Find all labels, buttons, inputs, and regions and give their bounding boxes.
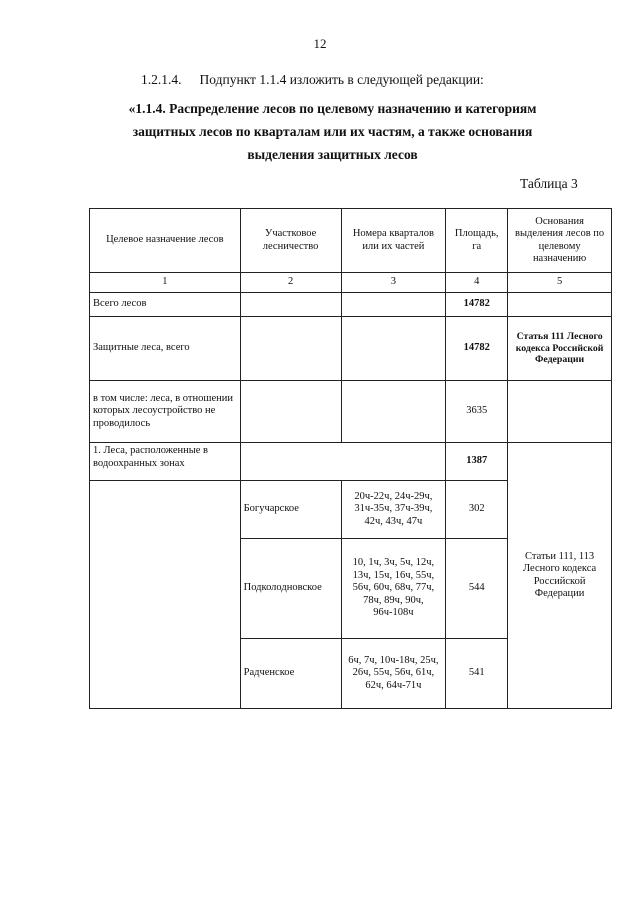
cell-purpose: Защитные леса, всего xyxy=(90,317,241,381)
table-caption: Таблица 3 xyxy=(520,176,578,191)
heading-line-2: защитных лесов по кварталам или их частям, а также основания xyxy=(132,124,533,139)
cell-empty xyxy=(508,381,612,443)
cell-area: 541 xyxy=(446,639,508,709)
cell-empty xyxy=(240,293,341,317)
cell-empty xyxy=(240,443,446,481)
cell-forestry-name: Подколодновское xyxy=(240,539,341,639)
cell-basis: Статьи 111, 113 Лесного кодекса Российской Федерации xyxy=(508,443,612,709)
table-header-row xyxy=(90,209,612,273)
cell-empty xyxy=(508,293,612,317)
cell-purpose: 1. Леса, расположенные в водоохранных зонах xyxy=(90,443,241,481)
header-forestry: Участковое лесничество xyxy=(240,209,341,273)
header-purpose: Целевое назначение лесов xyxy=(90,209,241,273)
cell-purpose: Всего лесов xyxy=(90,293,241,317)
cell-area: 544 xyxy=(446,539,508,639)
row-not-surveyed xyxy=(90,381,612,443)
cell-area: 3635 xyxy=(446,381,508,443)
amendment-text: Подпункт 1.1.4 изложить в следующей редакции: xyxy=(199,72,484,87)
header-area: Площадь, га xyxy=(446,209,508,273)
header-basis: Основания выделения лесов по целевому назначению xyxy=(508,209,612,273)
cell-quarters: 6ч, 7ч, 10ч-18ч, 25ч, 26ч, 55ч, 56ч, 61ч, 62ч, 64ч-71ч xyxy=(341,639,446,709)
amendment-line xyxy=(141,72,484,88)
cell-empty xyxy=(341,381,446,443)
forest-distribution-table xyxy=(89,208,612,709)
cell-area: 14782 xyxy=(446,317,508,381)
cell-empty xyxy=(240,317,341,381)
cell-area: 14782 xyxy=(446,293,508,317)
heading-line-3: выделения защитных лесов xyxy=(247,147,418,162)
column-number: 4 xyxy=(446,273,508,293)
cell-area: 302 xyxy=(446,481,508,539)
cell-empty xyxy=(240,381,341,443)
cell-empty xyxy=(341,293,446,317)
column-number: 1 xyxy=(90,273,241,293)
cell-basis: Статья 111 Лесного кодекса Российской Федерации xyxy=(508,317,612,381)
cell-quarters: 20ч-22ч, 24ч-29ч, 31ч-35ч, 37ч-39ч, 42ч, 43ч, 47ч xyxy=(341,481,446,539)
row-water-protection xyxy=(90,443,612,481)
row-protective-forests xyxy=(90,317,612,381)
cell-purpose: в том числе: леса, в отношении которых лесоустройство не проводилось xyxy=(90,381,241,443)
cell-quarters: 10, 1ч, 3ч, 5ч, 12ч, 13ч, 15ч, 16ч, 55ч, 56ч, 60ч, 68ч, 77ч, 78ч, 89ч, 90ч, 96ч-108ч xyxy=(341,539,446,639)
cell-area: 1387 xyxy=(446,443,508,481)
header-quarters: Номера кварталов или их частей xyxy=(341,209,446,273)
cell-empty xyxy=(341,317,446,381)
row-total-forests xyxy=(90,293,612,317)
column-number: 2 xyxy=(240,273,341,293)
heading-line-1: «1.1.4. Распределение лесов по целевому назначению и категориям xyxy=(128,101,537,116)
page-number: 12 xyxy=(313,36,327,51)
section-heading xyxy=(80,97,585,166)
cell-empty xyxy=(90,481,241,709)
cell-forestry-name: Богучарское xyxy=(240,481,341,539)
cell-forestry-name: Радченское xyxy=(240,639,341,709)
column-number: 5 xyxy=(508,273,612,293)
column-number-row xyxy=(90,273,612,293)
column-number: 3 xyxy=(341,273,446,293)
subitem-number: 1.2.1.4. xyxy=(141,72,182,87)
